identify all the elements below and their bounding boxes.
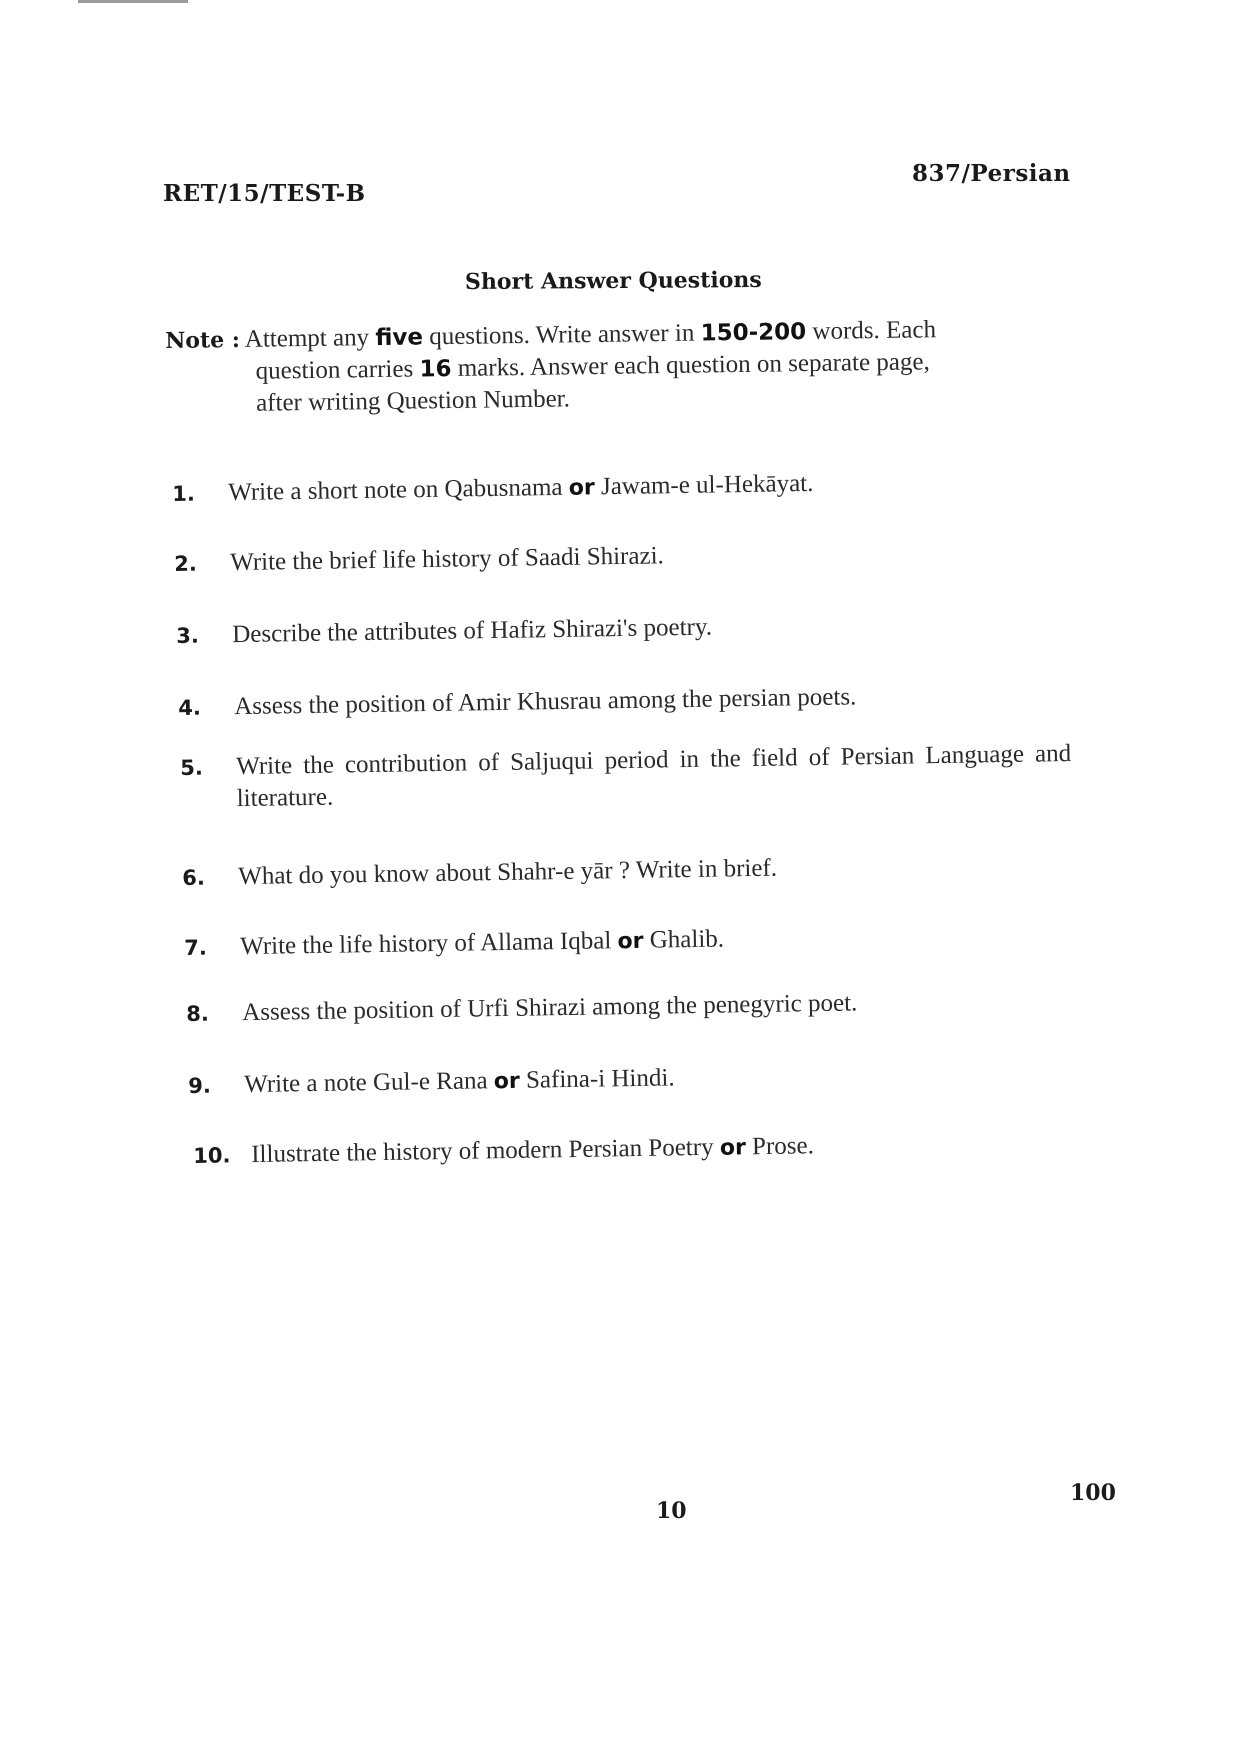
instructions-note	[165, 312, 1086, 421]
note-line-1: Note : Attempt any five questions. Write answer in 150-200 words. Each	[165, 316, 937, 354]
total-marks: 100	[1070, 1480, 1116, 1506]
question-text: Assess the position of Amir Khusrau among the persian poets.	[234, 683, 857, 721]
question-item	[176, 612, 712, 652]
question-number: 6.	[182, 865, 206, 890]
question-item	[172, 468, 814, 511]
paper-code: 837/Persian	[912, 160, 1071, 187]
question-text: Write the brief life history of Saadi Shirazi.	[230, 542, 664, 577]
question-item	[186, 987, 858, 1030]
scan-artifact-line	[78, 0, 188, 3]
page-number: 10	[656, 1498, 687, 1524]
question-number: 7.	[184, 935, 208, 960]
question-text: Describe the attributes of Hafiz Shirazi's poetry.	[232, 613, 713, 649]
question-text: Write a short note on Qabusnama or Jawam-e ul-Hekāyat.	[228, 469, 814, 507]
question-text: Assess the position of Urfi Shirazi among the penegyric poet.	[242, 989, 858, 1027]
question-text: What do you know about Shahr-e yār ? Write in brief.	[238, 854, 778, 891]
question-text: Write the contribution of Saljuqui period in the field of Persian Language and literature.	[236, 740, 1072, 813]
note-label: Note :	[165, 326, 241, 354]
question-number: 8.	[186, 1001, 210, 1026]
question-item	[178, 681, 857, 724]
question-item	[182, 853, 777, 894]
question-number: 4.	[178, 695, 202, 720]
question-number: 9.	[188, 1073, 212, 1098]
question-item	[193, 1130, 814, 1173]
section-title: Short Answer Questions	[464, 266, 762, 296]
question-item	[180, 738, 1091, 816]
question-number: 2.	[174, 551, 198, 576]
question-number: 3.	[176, 623, 200, 648]
question-number: 1.	[172, 481, 196, 506]
question-number: 5.	[180, 755, 204, 780]
note-line-3: after writing Question Number.	[255, 385, 571, 417]
note-line-2: question carries 16 marks. Answer each question on separate page,	[255, 348, 930, 385]
question-item	[174, 540, 664, 580]
question-text: Write the life history of Allama Iqbal or Ghalib.	[240, 925, 725, 961]
exam-code: RET/15/TEST-B	[163, 180, 366, 207]
question-text: Write a note Gul-e Rana or Safina-i Hindi.	[244, 1064, 675, 1099]
question-item	[184, 924, 724, 965]
question-item	[188, 1062, 675, 1103]
question-text: Illustrate the history of modern Persian Poetry or Prose.	[251, 1132, 815, 1169]
question-number: 10.	[193, 1143, 231, 1168]
